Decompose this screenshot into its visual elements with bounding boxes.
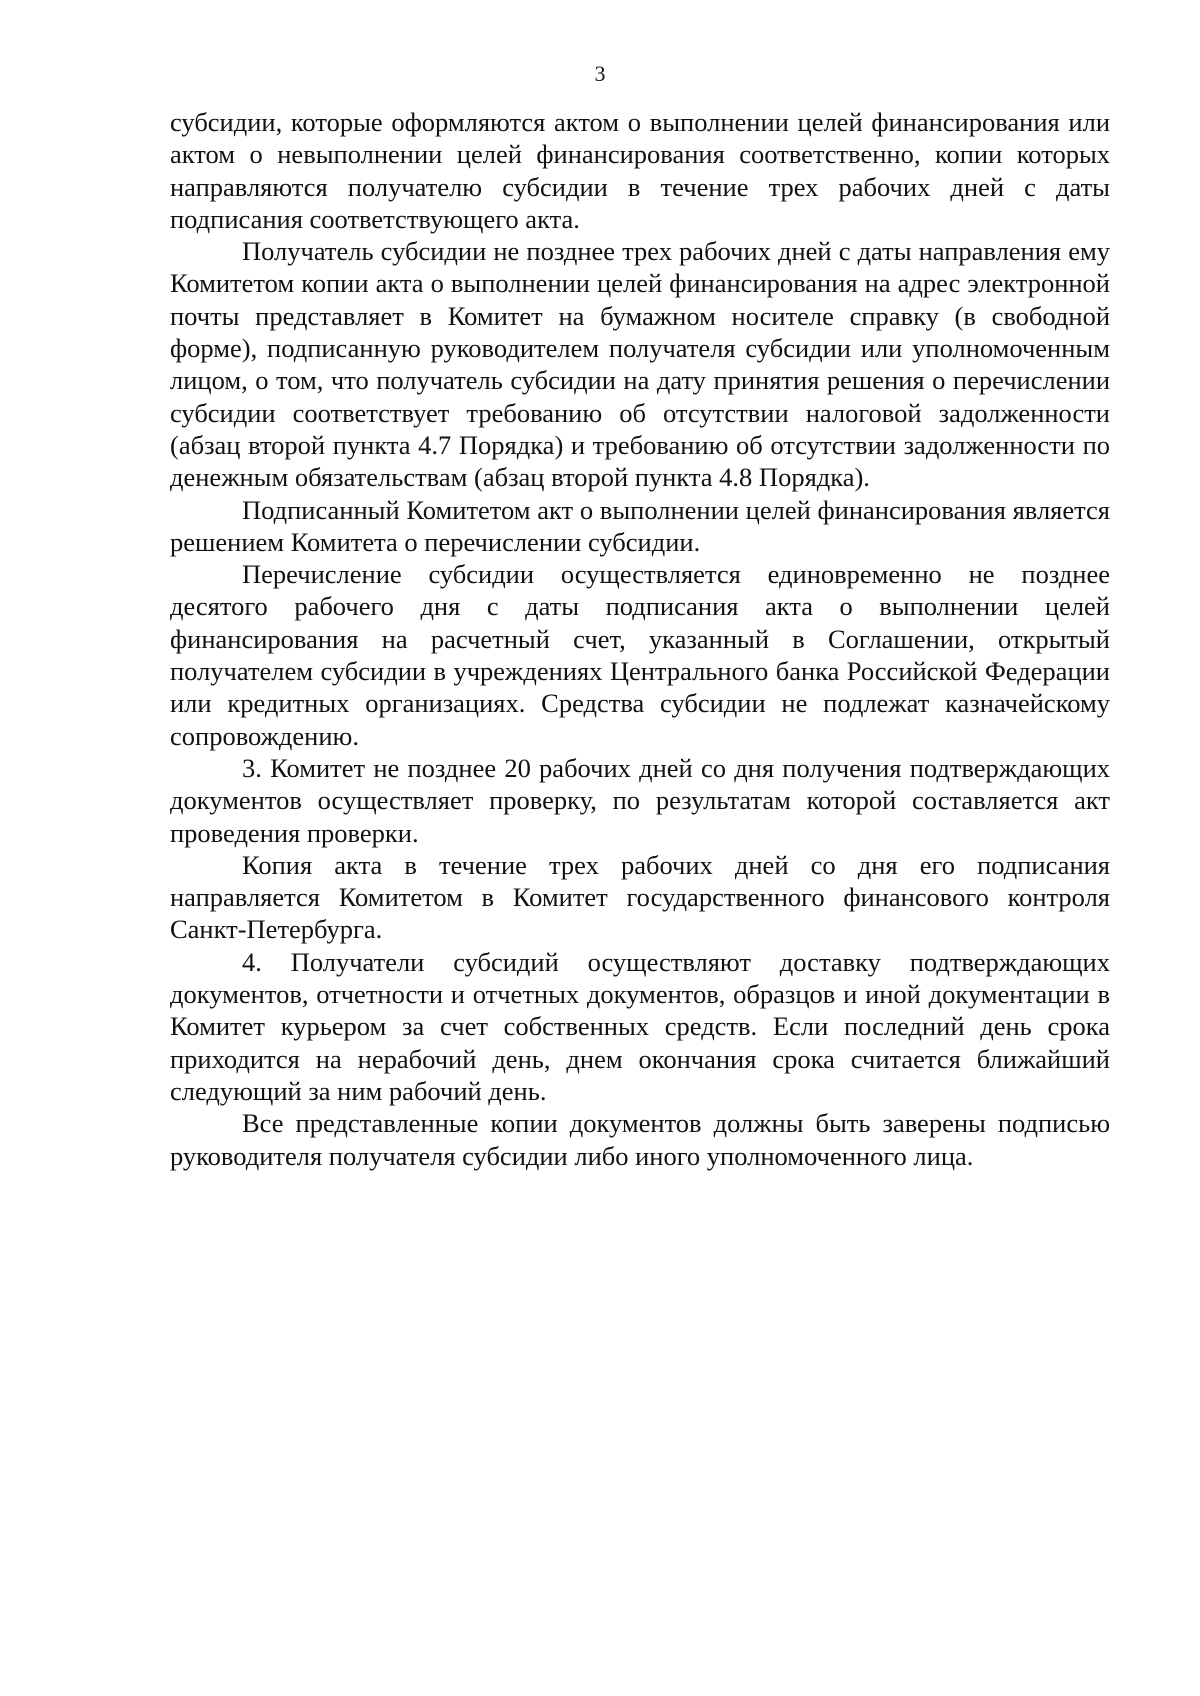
page-number: 3 <box>594 61 606 86</box>
paragraph-item-3: 3. Комитет не позднее 20 рабочих дней со дня получения подтверждающих документов осуществляет проверку, по результатам которой составляется акт проведения проверки. <box>170 752 1110 848</box>
paragraph-transfer: Перечисление субсидии осуществляется единовременно не позднее десятого рабочего дня с даты подписания акта о выполнении целей финансирования на расчетный счет, указанный в Соглашении, открытый получателем субсидии в учреждениях Центрального банка Российской Федерации или кредитных организациях. Средства субсидии не подлежат казначейскому сопровождению. <box>170 559 1110 751</box>
paragraph-certificate: Получатель субсидии не позднее трех рабочих дней с даты направления ему Комитетом копии акта о выполнении целей финансирования на адрес электронной почты представляет в Комитет на бумажном носителе справку (в свободной форме), подписанную руководителем получателя субсидии или уполномоченным лицом, о том, что получатель субсидии на дату принятия решения о перечислении субсидии соответствует требованию об отсутствии налоговой задолженности (абзац второй пункта 4.7 Порядка) и требованию об отсутствии задолженности по денежным обязательствам (абзац второй пункта 4.8 Порядка). <box>170 236 1110 493</box>
paragraph-copy-of-act: Копия акта в течение трех рабочих дней со дня его подписания направляется Комитетом в Комитет государственного финансового контроля Санкт-Петербурга. <box>170 849 1110 945</box>
document-body <box>170 106 1110 1172</box>
paragraph-item-4: 4. Получатели субсидий осуществляют доставку подтверждающих документов, отчетности и отчетных документов, образцов и иной документации в Комитет курьером за счет собственных средств. Если последний день срока приходится на нерабочий день, днем окончания срока считается ближайший следующий за ним рабочий день. <box>170 946 1110 1106</box>
paragraph-signed-act: Подписанный Комитетом акт о выполнении целей финансирования является решением Комитета о перечислении субсидии. <box>170 494 1110 557</box>
paragraph-copies-certified: Все представленные копии документов должны быть заверены подписью руководителя получателя субсидии либо иного уполномоченного лица. <box>170 1108 1110 1171</box>
paragraph-continuation: субсидии, которые оформляются актом о выполнении целей финансирования или актом о невыполнении целей финансирования соответственно, копии которых направляются получателю субсидии в течение трех рабочих дней с даты подписания соответствующего акта. <box>170 107 1110 234</box>
